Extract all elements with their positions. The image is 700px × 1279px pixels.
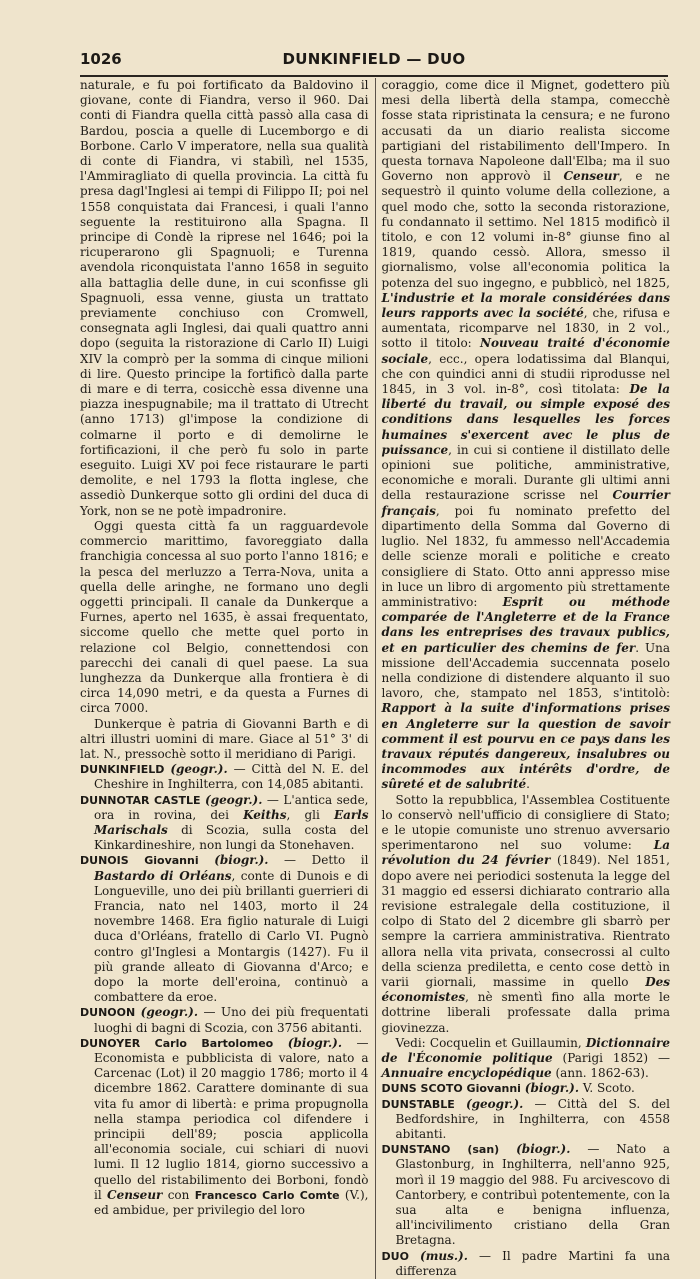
entry-text: — Uno dei più frequentati luoghi di bagni di Scozia, con 3756 abitanti. — [94, 1005, 369, 1035]
paragraph — [382, 78, 671, 793]
italic-term: Earls Marischals — [94, 807, 369, 837]
entry-text: — Città del N. E. del Cheshire in Inghilterra, con 14,085 abitanti. — [94, 762, 369, 792]
text-run: (ann. 1862-63). — [551, 1066, 649, 1081]
text-run: . Una missione dell'Accademia succennata poselo nella condizione di distendere alquanto il suo lavoro, che, stampato nel 1853, s'intitolò: — [381, 640, 670, 701]
entry-dunois — [80, 853, 369, 1005]
entry-dunoyer — [80, 1036, 369, 1218]
paragraph: Dunkerque è patria di Giovanni Barth e di altri illustri uomini di mare. Giace al 51° 3' di lat. N., pressochè sotto il meridiano di Parigi. — [80, 716, 369, 761]
entry-headword: DUNS SCOTO Giovanni — [381, 1082, 521, 1096]
italic-term: Esprit ou méthode comparée de l'Angleterre et de la France dans les entreprises des travaux publics, et en particulier des chemins de fer — [381, 594, 670, 655]
entry-text: — Detto il — [268, 853, 369, 868]
text-run: (1849). Nel 1851, dopo avere nei periodici sostenuta la legge del 31 maggio ed essersi dichiarato contrario alla revisione estralegale della costituzione, il colpo di Stato del 2 dicembre gli sbarrò per sempre la carriera amministrativa. Rientrato allora nella vita privata, consecrossi al culto della scienza prediletta, e cento cose dettò in varii giornali, massime in quello — [381, 853, 670, 989]
entry-category: (geogr.). — [205, 792, 263, 807]
entry-text: — L'antica sede, ora in rovina, dei — [94, 792, 369, 822]
entry-text: — Il padre Martini fa una differenza — [395, 1248, 670, 1278]
entry-headword: DUO — [381, 1249, 409, 1263]
entry-headword: DUNOIS Giovanni — [80, 854, 199, 868]
left-column — [80, 78, 376, 1279]
italic-term: Nouveau traité d'économie sociale — [381, 336, 670, 366]
italic-term: Dictionnaire de l'Économie politique — [381, 1035, 670, 1065]
entry-headword: DUNOON — [80, 1006, 136, 1020]
text-run: , poi fu nominato prefetto del dipartimento della Somma dal Governo di luglio. Nel 1832, fu ammesso nell'Accademia delle scienze morali e politiche e creato consigliere di Stato. Otto anni appresso mise in luce un libro di argomento più strettamente amministrativo: — [381, 503, 670, 609]
entry-category: (biogr.). — [516, 1142, 571, 1157]
paragraph: Oggi questa città fa un ragguardevole commercio marittimo, favoreggiato dalla franchigia concessa al suo porto l'anno 1816; e la pesca del merluzzo a Terra-Nova, unita a quella delle aringhe, ne formano uno degli oggetti principali. Il canale da Dunkerque a Furnes, aperto nel 1635, è assai frequentato, siccome quello che mette quel porto in relazione col Belgio, connettendosi con parecchi dei canali di quel paese. La sua lunghezza da Dunkerque alla frontiera è di circa 14,090 metri, e da questa a Furnes di circa 7000. — [80, 518, 369, 716]
entry-text: , gli — [286, 807, 334, 822]
entry-duo — [382, 1249, 671, 1279]
italic-term: L'industrie et la morale considérées dans leurs rapports avec la société — [381, 290, 670, 321]
entry-headword: DUNOYER Carlo Bartolomeo — [80, 1036, 274, 1050]
text-run: . — [526, 777, 530, 792]
entry-text: (V.), ed ambidue, per privilegio del loro — [94, 1187, 369, 1218]
entry-text: V. Scoto. — [579, 1081, 635, 1096]
entry-dunnotar-castle — [80, 793, 369, 854]
entry-category: (mus.). — [420, 1248, 468, 1263]
text-run: , in cui si contiene il distillato delle opinioni sue politiche, amministrative, economiche e morali. Durante gli ultimi anni della restaurazione scrisse nel — [381, 442, 670, 503]
italic-term: La révolution du 24 février — [381, 838, 670, 868]
italic-term: Keiths — [243, 807, 287, 822]
text-run: Vedi: Cocquelin et Guillaumin, — [395, 1035, 586, 1050]
entry-category: (biogr.). — [524, 1081, 580, 1096]
entry-category: (biogr.). — [287, 1035, 342, 1050]
paragraph — [382, 1036, 671, 1082]
entry-headword: DUNSTABLE — [381, 1097, 455, 1111]
text-run: coraggio, come dice il Mignet, godettero più mesi della libertà della stampa, comecchè fosse stata ripristinata la censura; e ne furono accusati da un diario realista siccome partigiani del ristabilimento dell'Impero. In questa tornava Napoleone dall'Elba; ma il suo Governo non approvò il — [381, 78, 670, 184]
text-run: Sotto la repubblica, l'Assemblea Costituente lo conservò nell'ufficio di consigliere di Stato; e le utopie comuniste uno strenuo avversario sperimentarono nel suo volume: — [381, 792, 670, 853]
entry-text: — Nato a Glastonburg, in Inghilterra, nell'anno 925, morì il 19 maggio del 988. Fu arcivescovo di Cantorbery, e contribuì potentemente, con la sua alta e benigna influenza, all'incivilimento cristiano della Gran Bretagna. — [395, 1142, 670, 1248]
entry-headword: DUNSTANO (san) — [381, 1143, 500, 1157]
italic-term: Censeur — [563, 169, 619, 184]
italic-term: Des économistes — [381, 974, 670, 1005]
text-run: , ecc., opera lodatissima dal Blanqui, che con quindici anni di studii riprodusse nel 1845, in 3 vol. in-8°, così titolata: — [381, 351, 670, 397]
entry-category: (geogr.). — [140, 1005, 199, 1020]
cross-reference-name: Francesco Carlo Comte — [194, 1188, 340, 1202]
page-number: 1026 — [80, 50, 122, 68]
entry-dunoon — [80, 1005, 369, 1035]
entry-text: , conte di Dunois e di Longueville, uno dei più brillanti guerrieri di Francia, nato nel 1403, morto il 24 novembre 1468. Era figlio naturale di Luigi duca d'Orléans, fratello di Carlo VI. Pugnò contro gl'Inglesi a Montargis (1427). Fu il più grande alleato di Giovanna d'Arco; e dopo la morte dell'eroina, continuò a combattere da eroe. — [94, 868, 369, 1005]
paragraph: naturale, e fu poi fortificato da Baldovino il giovane, conte di Fiandra, verso il 960. Dai conti di Fiandra quella città passò alla casa di Bardou, poscia a quelle di Lucemborgo e di Borbone. Carlo V imperatore, nella sua qualità di conte di Fiandra, vi stabilì, nel 1535, l'Ammiragliato di quella provincia. La città fu presa dagl'Inglesi ai tempi di Filippo II; poi nel 1558 conquistata dai Francesi, i quali l'anno seguente la restituirono alla Spagna. Il principe di Condè la riprese nel 1646; poi la ricuperarono gli Spagnuoli; e Turenna avendola riconquistata l'anno 1658 in seguito alla battaglia delle dune, in cui sconfisse gli Spagnuoli, essa venne, giusta un trattato previamente conchiuso con Cromwell, consegnata agli Inglesi, dai quali quattro anni dopo (seguita la ristorazione di Carlo II) Luigi XIV la comprò per la somma di cinque milioni di lire. Questo principe la fortificò dalla parte di mare e di terra, cosicchè essa divenne una piazza inespugnabile; ma il trattato di Utrecht (anno 1713) gl'impose la condizione di colmarne il porto e di demolirne le fortificazioni, il che però fu solo in parte eseguito. Luigi XV poi fece ristaurare le parti demolite, e nel 1793 la flotta inglese, che assediò Dunkerque sotto gli ordini del duca di York, non se ne potè impadronire. — [80, 78, 369, 518]
entry-dunstable — [382, 1097, 671, 1143]
entry-text: di Scozia, sulla costa del Kinkardineshire, non lungi da Stonehaven. — [94, 822, 369, 853]
entry-headword: DUNKINFIELD — [80, 763, 165, 777]
header-rule — [80, 75, 668, 77]
entry-text: con — [162, 1187, 195, 1202]
text-run: , e ne sequestrò il quinto volume della collezione, a quel modo che, sotto la seconda ristorazione, fu condannato il settimo. Nel 1815 modificò il titolo, e con 12 volumi in-8° giunse fino al 1819, quando cessò. Allora, smesso il giornalismo, volse all'economia politica la potenza del suo ingegno, e pubblicò, nel 1825, — [381, 169, 670, 290]
text-run: , nè smentì fino alla morte le dottrine liberali professate dalla prima giovinezza. — [381, 990, 670, 1035]
text-run: (Parigi 1852) — — [552, 1051, 670, 1065]
italic-term: Rapport à la suite d'informations prises en Angleterre sur la question de savoir comment il est pourvu en ce pays dans les travaux réputés dangereux, insalubres ou incommodes aux intérêts d'ordre, de sûreté et de salubrité — [381, 701, 670, 792]
italic-term: De la liberté du travail, ou simple exposé des conditions dans lesquelles les forces humaines s'exercent avec le plus de puissance — [381, 382, 670, 457]
paragraph — [382, 793, 671, 1036]
text-columns — [80, 78, 670, 1279]
italic-term: Annuaire encyclopédique — [381, 1066, 552, 1081]
italic-term: Courrier français — [381, 488, 670, 518]
entry-dunstano — [382, 1142, 671, 1248]
entry-category: (geogr.). — [170, 762, 228, 777]
entry-category: (geogr.). — [465, 1096, 524, 1111]
running-head — [80, 50, 668, 70]
entry-dunkinfield — [80, 762, 369, 792]
right-column — [376, 78, 671, 1279]
entry-headword: DUNNOTAR CASTLE — [80, 793, 201, 807]
page-title: DUNKINFIELD — DUO — [282, 50, 466, 68]
entry-category: (biogr.). — [214, 853, 269, 868]
entry-duns-scoto — [382, 1081, 671, 1096]
entry-text: — Città del S. del Bedfordshire, in Inghilterra, con 4558 abitanti. — [395, 1096, 670, 1142]
entry-text: — Economista e pubblicista di valore, nato a Carcenac (Lot) il 20 maggio 1786; morto il 4 dicembre 1862. Carattere dominante di sua vita fu amor di libertà: e prima propugnolla nella stampa periodica col difendere i principii dell'89; poscia applicolla all'economia sociale, cui schiari di nuovi lumi. Il 12 luglio 1814, giorno successivo a quello del ristabilimento dei Borboni, fondò il — [94, 1035, 369, 1202]
italic-term: Censeur — [107, 1187, 163, 1202]
text-run: , che, rifusa e aumentata, ricomparve nel 1830, in 2 vol., sotto il titolo: — [381, 306, 671, 351]
italic-term: Bastardo di Orléans — [94, 868, 232, 883]
